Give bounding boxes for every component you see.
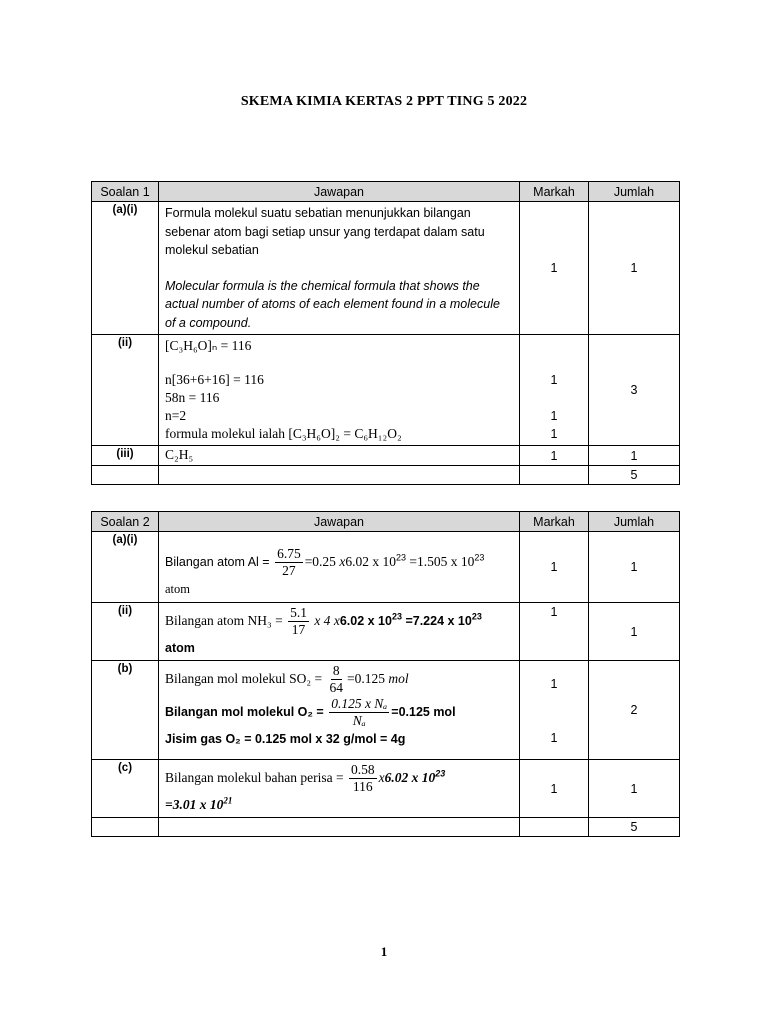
markah-cell: 1 [520,603,589,661]
denominator: Nₐ [352,713,366,728]
jumlah-cell: 1 [589,202,680,335]
header-markah: Markah [520,182,589,202]
exponent: 23 [474,552,485,563]
numerator: 0.58 [350,762,375,777]
empty-cell [520,466,589,485]
answer-text: mol [388,670,409,686]
answer-text: Bilangan mol molekul O₂ = [165,704,328,719]
answer-text: Bilangan molekul bahan perisa = [165,769,347,785]
jumlah-cell: 3 [589,335,680,446]
markah-value: 1 [550,427,558,441]
answer-malay: Formula molekul suatu sebatian menunjukkan bilangan sebenar atom bagi setiap unsur yang terdapat dalam satu molekul sebatian [165,206,485,257]
markah-value: 1 [550,373,558,387]
numerator: 8 [332,663,340,678]
table-soalan-2 [91,511,680,837]
answer-cell [159,760,520,818]
table-row [92,760,680,818]
denominator: 17 [291,622,306,637]
denominator: 64 [329,680,343,695]
question-number: (a)(i) [92,532,159,603]
answer-cell: C₂H₅ [159,446,520,466]
jumlah-cell: 1 [589,446,680,466]
header-jumlah: Jumlah [589,182,680,202]
fraction [329,696,389,729]
header-jawapan: Jawapan [159,182,520,202]
fraction [275,546,303,579]
markah-cell: 1 [520,202,589,335]
question-number: (ii) [92,603,159,661]
answer-text: Bilangan atom Al = [165,554,274,569]
jumlah-cell: 1 [589,760,680,818]
answer-text: Bilangan mol molekul SO₂ = [165,670,326,686]
empty-cell [92,818,159,837]
question-number: (ii) [92,335,159,446]
exponent: 23 [395,552,406,563]
question-number: (b) [92,661,159,760]
table-soalan-1 [91,181,680,485]
empty-cell [159,466,520,485]
numerator: 6.75 [277,546,301,561]
table-total-row [92,818,680,837]
markah-cell: 1 [520,446,589,466]
markah-cell: 1 [520,532,589,603]
numerator: 5.1 [290,605,307,620]
document-title: SKEMA KIMIA KERTAS 2 PPT TING 5 2022 [240,94,528,109]
answer-cell [159,335,520,446]
jumlah-cell: 2 [589,661,680,760]
markah-cell [520,335,589,446]
markah-cell: 1 [520,760,589,818]
answer-cell [159,603,520,661]
answer-text: 6.02 x 10 [339,613,392,628]
table-row [92,661,680,760]
answer-text: atom [165,641,195,655]
fraction [288,605,309,638]
empty-cell [159,818,520,837]
answer-text: =0.125 mol [391,704,456,719]
markah-value: 1 [550,731,558,745]
answer-cell [159,661,520,760]
answer-text: x [333,612,340,628]
table-row [92,335,680,446]
answer-text: x [378,769,385,785]
question-number: (iii) [92,446,159,466]
answer-text: =7.224 x 10 [401,613,472,628]
table-row [92,446,680,466]
table-total-row [92,466,680,485]
table-header-row [92,182,680,202]
answer-text: =0.125 [346,670,389,686]
question-number: (a)(i) [92,202,159,335]
answer-text: 6.02 x 10 [384,769,436,785]
total-cell: 5 [589,818,680,837]
answer-cell [159,202,520,335]
jumlah-cell: 1 [589,532,680,603]
table-row [92,532,680,603]
header-jawapan: Jawapan [159,512,520,532]
answer-line: [C₃H₆O]ₙ = 116 [165,338,252,353]
fraction [349,762,377,795]
header-markah: Markah [520,512,589,532]
header-jumlah: Jumlah [589,512,680,532]
answer-text: =1.505 x 10 [405,553,475,569]
question-number: (c) [92,760,159,818]
empty-cell [92,466,159,485]
answer-english: Molecular formula is the chemical formula that shows the actual number of atoms of each element found in a molecule of a compound. [165,278,500,330]
exponent: 21 [223,795,233,806]
exponent: 23 [435,768,446,779]
jumlah-cell: 1 [589,603,680,661]
markah-value: 1 [550,409,558,423]
numerator: 0.125 x Nₐ [331,696,388,711]
page-number: 1 [380,944,388,959]
fraction [327,663,345,696]
exponent: 23 [391,611,402,622]
table-row [92,202,680,335]
answer-line: formula molekul ialah [C₃H₆O]₂ = C₆H₁₂O₂ [165,426,402,441]
empty-cell [520,818,589,837]
header-soalan: Soalan 2 [92,512,159,532]
answer-text: Bilangan atom NH₃ = [165,612,287,628]
answer-text: =0.25 [304,553,340,569]
markah-cell [520,661,589,760]
answer-text: =3.01 x 10 [165,797,224,812]
table-header-row [92,512,680,532]
markah-value: 1 [550,677,558,691]
exponent: 23 [471,611,482,622]
answer-line: n[36+6+16] = 116 [165,372,264,387]
answer-text: Jisim gas O₂ = 0.125 mol x 32 g/mol = 4g [165,732,406,746]
answer-text: x [339,553,346,569]
total-cell: 5 [589,466,680,485]
answer-line: 58n = 116 [165,390,220,405]
answer-text: atom [165,582,190,596]
answer-text: x 4 [310,612,334,628]
header-soalan: Soalan 1 [92,182,159,202]
answer-cell [159,532,520,603]
answer-text: 6.02 x 10 [345,553,396,569]
denominator: 27 [282,563,296,578]
denominator: 116 [352,779,373,794]
table-row [92,603,680,661]
answer-line: n=2 [165,408,187,423]
